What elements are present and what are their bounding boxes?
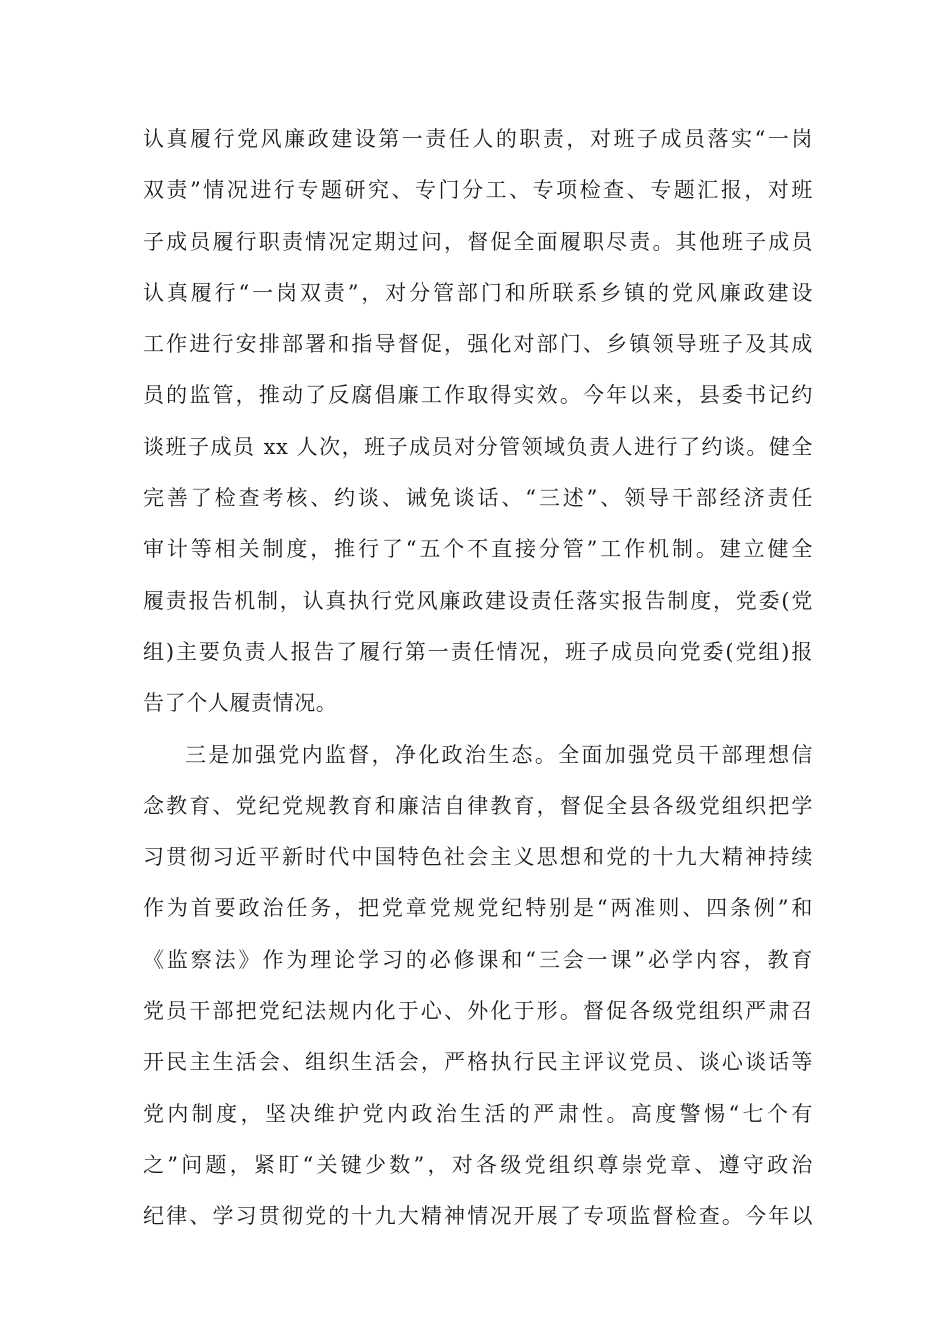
paragraph-start-line: 三是加强党内监督，净化政治生态。全面加强党员干部理想信 — [185, 742, 813, 767]
text-line: 双责”情况进行专题研究、专门分工、专项检查、专题汇报，对班 — [143, 178, 813, 203]
text-line: 组)主要负责人报告了履行第一责任情况，班子成员向党委(党组)报 — [143, 639, 813, 664]
text-line: 习贯彻习近平新时代中国特色社会主义思想和党的十九大精神持续 — [143, 845, 813, 870]
text-line: 工作进行安排部署和指导督促，强化对部门、乡镇领导班子及其成 — [143, 332, 813, 357]
text-line: 念教育、党纪党规教育和廉洁自律教育，督促全县各级党组织把学 — [143, 793, 813, 818]
text-line: 审计等相关制度，推行了“五个不直接分管”工作机制。建立健全 — [143, 537, 813, 562]
text-line: 完善了检查考核、约谈、诫免谈话、“三述”、领导干部经济责任 — [143, 486, 813, 511]
text-line: 履责报告机制，认真执行党风廉政建设责任落实报告制度，党委(党 — [143, 588, 813, 613]
text-line: 谈班子成员 xx 人次，班子成员对分管领域负责人进行了约谈。健全 — [143, 434, 813, 459]
text-line: 《监察法》作为理论学习的必修课和“三会一课”必学内容，教育 — [143, 947, 813, 972]
text-line: 员的监管，推动了反腐倡廉工作取得实效。今年以来，县委书记约 — [143, 383, 813, 408]
text-line: 党员干部把党纪法规内化于心、外化于形。督促各级党组织严肃召 — [143, 999, 813, 1024]
text-line: 认真履行“一岗双责”，对分管部门和所联系乡镇的党风廉政建设 — [143, 280, 813, 305]
text-line: 认真履行党风廉政建设第一责任人的职责，对班子成员落实“一岗 — [143, 127, 813, 151]
text-line: 告了个人履责情况。 — [143, 691, 338, 716]
text-line: 作为首要政治任务，把党章党规党纪特别是“两准则、四条例”和 — [143, 896, 813, 921]
document-body — [143, 114, 813, 1243]
text-line: 子成员履行职责情况定期过问，督促全面履职尽责。其他班子成员 — [143, 229, 813, 254]
text-line: 开民主生活会、组织生活会，严格执行民主评议党员、谈心谈话等 — [143, 1050, 813, 1075]
text-line: 纪律、学习贯彻党的十九大精神情况开展了专项监督检查。今年以 — [143, 1204, 813, 1229]
text-line: 党内制度，坚决维护党内政治生活的严肃性。高度警惕“七个有 — [143, 1101, 813, 1126]
text-line: 之”问题，紧盯“关键少数”，对各级党组织尊崇党章、遵守政治 — [143, 1152, 813, 1177]
